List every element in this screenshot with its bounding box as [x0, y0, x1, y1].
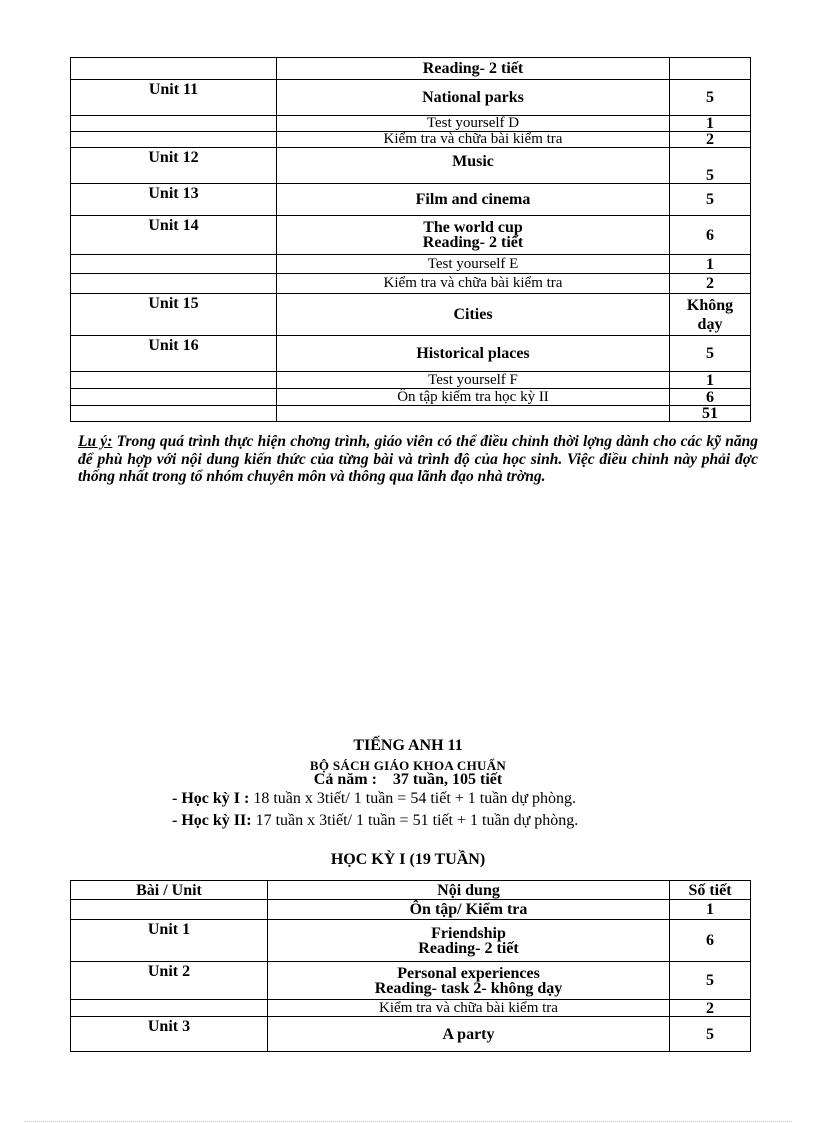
- unit-cell: [71, 372, 277, 389]
- unit-cell: Unit 16: [71, 336, 277, 372]
- table-row: [71, 184, 751, 216]
- unit-cell: [71, 389, 277, 406]
- table-row: [71, 336, 751, 372]
- periods-cell: 6: [670, 216, 751, 255]
- unit-cell: Unit 3: [71, 1017, 268, 1052]
- unit-cell: Unit 14: [71, 216, 277, 255]
- year-value: 37 tuần, 105 tiết: [392, 771, 503, 788]
- section-title: TIẾNG ANH 11: [353, 737, 463, 754]
- table-row: [71, 216, 751, 255]
- periods-cell: 5: [670, 184, 751, 216]
- table-row: [71, 900, 751, 920]
- section-subtitle: BỘ SÁCH GIÁO KHOA CHUẨN: [309, 758, 507, 773]
- content-cell: Test yourself E: [277, 255, 670, 274]
- content-cell: [277, 406, 670, 422]
- periods-cell: 5: [670, 336, 751, 372]
- semester-1-summary: [172, 790, 576, 808]
- table-row: [71, 132, 751, 148]
- periods-cell: 2: [670, 132, 751, 148]
- table-row: [71, 406, 751, 422]
- content-cell: Film and cinema: [277, 184, 670, 216]
- unit-cell: [71, 132, 277, 148]
- periods-cell: 5: [670, 962, 751, 1000]
- content-cell: Music: [277, 148, 670, 184]
- table-row: [71, 116, 751, 132]
- semester-1-label: - Học kỳ I :: [172, 790, 250, 807]
- page-edge-divider: [24, 1121, 792, 1122]
- content-cell: Ôn tập kiểm tra học kỳ II: [277, 389, 670, 406]
- unit-cell: [71, 116, 277, 132]
- unit-cell: Unit 2: [71, 962, 268, 1000]
- periods-line: Không: [686, 296, 734, 314]
- table-header-row: [71, 881, 751, 900]
- unit-cell: Unit 11: [71, 80, 277, 116]
- header-unit: Bài / Unit: [71, 881, 268, 900]
- note-text: Trong quá trình thực hiện chơng trình, giáo viên có thể điều chỉnh thời lợng dành cho các kỹ năng để phù hợp với nội dung kiến thức của từng bài và trình độ của học sinh. Việc điều chỉnh này phải đợc thống nhất trong tổ nhóm chuyên môn và thông qua lãnh đạo nhà trờng.: [78, 433, 758, 485]
- content-cell: National parks: [277, 80, 670, 116]
- content-line: Reading- 2 tiết: [418, 939, 519, 957]
- semester-2-label: - Học kỳ II:: [172, 812, 252, 829]
- unit-cell: Unit 1: [71, 920, 268, 962]
- unit-cell: [71, 406, 277, 422]
- unit-cell: Unit 12: [71, 148, 277, 184]
- table-row: [71, 148, 751, 184]
- content-cell: [277, 216, 670, 255]
- content-cell: Historical places: [277, 336, 670, 372]
- periods-cell: [670, 58, 751, 80]
- content-cell: Cities: [277, 294, 670, 336]
- periods-cell: 2: [670, 1000, 751, 1017]
- table-row: [71, 962, 751, 1000]
- content-cell: A party: [268, 1017, 670, 1052]
- content-cell: [268, 962, 670, 1000]
- header-periods: Số tiết: [670, 881, 751, 900]
- unit-cell: Unit 13: [71, 184, 277, 216]
- total-periods-cell: 51: [670, 406, 751, 422]
- table-row: [71, 1000, 751, 1017]
- content-line: The world cup: [423, 219, 523, 236]
- table-row: [71, 372, 751, 389]
- periods-cell: 5: [670, 80, 751, 116]
- semester-1-value: 18 tuần x 3tiết/ 1 tuần = 54 tiết + 1 tuần dự phòng.: [253, 790, 577, 807]
- year-summary: [0, 771, 816, 789]
- table-row: [71, 274, 751, 294]
- content-cell: Kiểm tra và chữa bài kiểm tra: [277, 274, 670, 294]
- year-label: Cả năm :: [313, 771, 377, 788]
- content-line: Friendship: [431, 924, 506, 942]
- periods-cell: 6: [670, 920, 751, 962]
- periods-cell: 6: [670, 389, 751, 406]
- table-row: [71, 255, 751, 274]
- content-line: Personal experiences: [397, 964, 540, 982]
- table-row: [71, 389, 751, 406]
- unit-cell: [71, 255, 277, 274]
- content-cell: Reading- 2 tiết: [277, 58, 670, 80]
- periods-cell: 1: [670, 900, 751, 920]
- content-line: Reading- 2 tiết: [422, 234, 524, 251]
- periods-cell: 1: [670, 372, 751, 389]
- semester-2-summary: [172, 812, 578, 830]
- header-content: Nội dung: [268, 881, 670, 900]
- curriculum-table-bottom: [70, 880, 751, 1052]
- content-line: Reading- task 2- không dạy: [374, 979, 563, 997]
- content-cell: Test yourself D: [277, 116, 670, 132]
- unit-cell: [71, 58, 277, 80]
- content-cell: Ôn tập/ Kiểm tra: [268, 900, 670, 920]
- content-cell: Kiểm tra và chữa bài kiểm tra: [268, 1000, 670, 1017]
- unit-cell: Unit 15: [71, 294, 277, 336]
- periods-cell: 1: [670, 116, 751, 132]
- table-row: [71, 58, 751, 80]
- table-row: [71, 1017, 751, 1052]
- curriculum-table-top: [70, 57, 751, 422]
- unit-cell: [71, 274, 277, 294]
- periods-line: dạy: [697, 315, 723, 333]
- periods-cell: 1: [670, 255, 751, 274]
- semester-heading: HỌC KỲ I (19 TUẦN): [330, 851, 486, 868]
- unit-cell: [71, 900, 268, 920]
- unit-cell: [71, 1000, 268, 1017]
- periods-cell: [670, 294, 751, 336]
- content-cell: Kiểm tra và chữa bài kiểm tra: [277, 132, 670, 148]
- note-label: Lu ý:: [78, 433, 113, 450]
- semester-2-value: 17 tuần x 3tiết/ 1 tuần = 51 tiết + 1 tuần dự phòng.: [255, 812, 579, 829]
- table-row: [71, 294, 751, 336]
- note-paragraph: [78, 433, 758, 486]
- periods-cell: 2: [670, 274, 751, 294]
- table-row: [71, 920, 751, 962]
- content-cell: [268, 920, 670, 962]
- content-cell: Test yourself F: [277, 372, 670, 389]
- periods-cell: 5: [670, 148, 751, 184]
- table-row: [71, 80, 751, 116]
- periods-cell: 5: [670, 1017, 751, 1052]
